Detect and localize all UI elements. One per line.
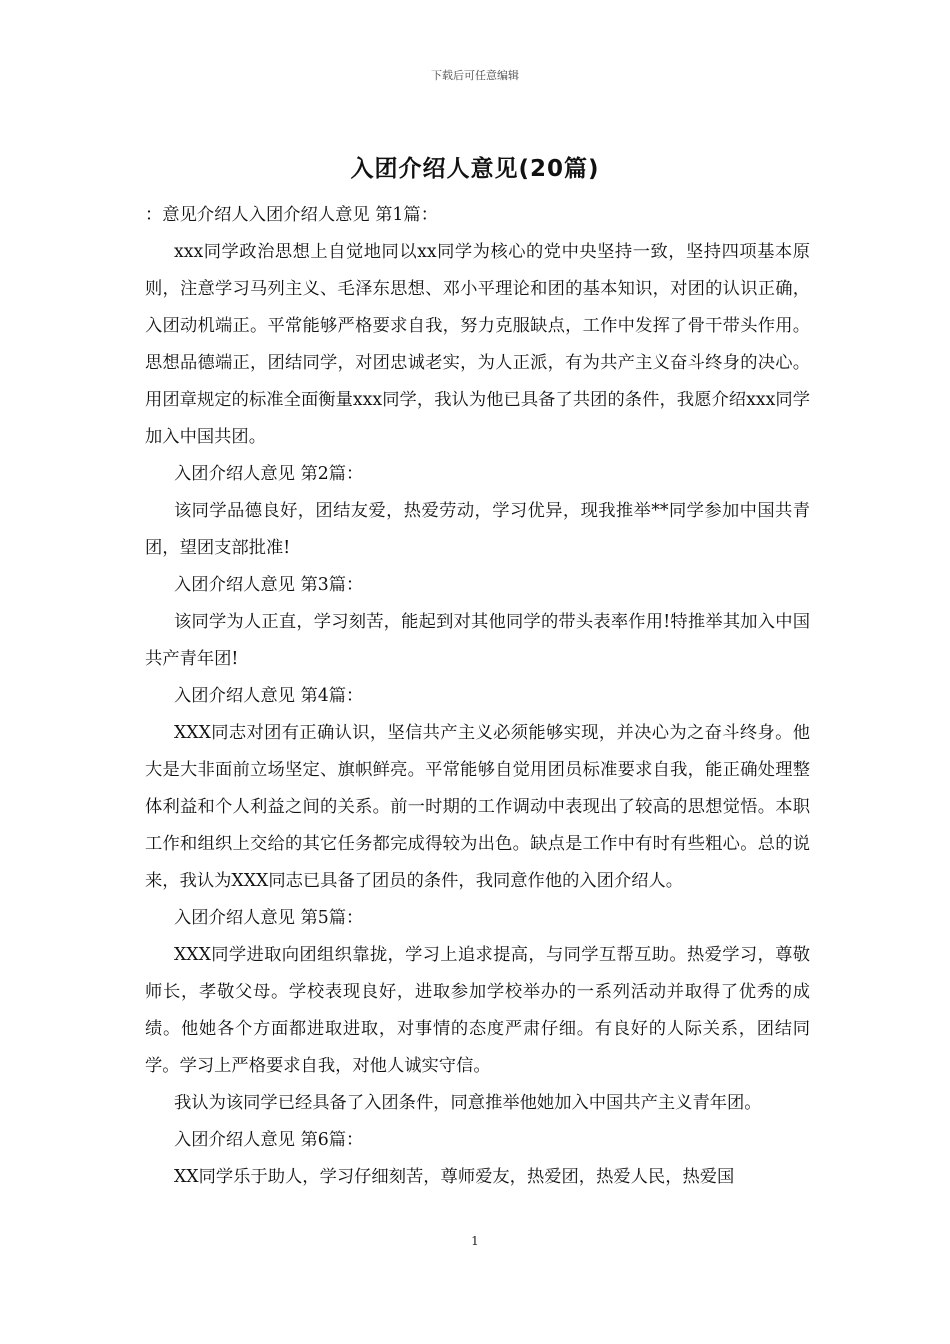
section-heading: 入团介绍人意见 第6篇： [174, 1130, 364, 1150]
paragraph: ：意见介绍人入团介绍人意见 第1篇： [145, 205, 438, 225]
paragraph: xxx同学政治思想上自觉地同以xx同学为核心的党中央坚持一致，坚持四项基本原则，注意学习马列主义、毛泽东思想、邓小平理论和团的基本知识，对团的认识正确，入团动机端正。平常能够严格要求自我，努力克服缺点，工作中发挥了骨干带头作用。思想品德端正，团结同学，对团忠诚老实，为人正派，有为共产主义奋斗终身的决心。用团章规定的标准全面衡量xxx同学，我认为他已具备了共团的条件，我愿介绍xxx同学加入中国共团。 [145, 242, 810, 447]
paragraph: 我认为该同学已经具备了入团条件，同意推举他她加入中国共产主义青年团。 [174, 1093, 762, 1113]
paragraph: 该同学为人正直，学习刻苦，能起到对其他同学的带头表率作用!特推举其加入中国共产青年团! [145, 612, 810, 669]
page-number: 1 [471, 1234, 479, 1248]
document-body [145, 197, 810, 1196]
section-heading: 入团介绍人意见 第3篇： [174, 575, 364, 595]
section-heading: 入团介绍人意见 第5篇： [174, 908, 364, 928]
paragraph: XXX同学进取向团组织靠拢，学习上追求提高，与同学互帮互助。热爱学习，尊敬师长，孝敬父母。学校表现良好，进取参加学校举办的一系列活动并取得了优秀的成绩。他她各个方面都进取进取，对事情的态度严肃仔细。有良好的人际关系，团结同学。学习上严格要求自我，对他人诚实守信。 [145, 945, 810, 1076]
paragraph: 该同学品德良好，团结友爱，热爱劳动，学习优异，现我推举**同学参加中国共青团，望团支部批准! [145, 501, 810, 558]
paragraph: XX同学乐于助人，学习仔细刻苦，尊师爱友，热爱团，热爱人民，热爱国 [174, 1167, 735, 1187]
section-heading: 入团介绍人意见 第2篇： [174, 464, 364, 484]
document-title: 入团介绍人意见(20篇) [350, 156, 600, 182]
paragraph: XXX同志对团有正确认识，坚信共产主义必须能够实现，并决心为之奋斗终身。他大是大非面前立场坚定、旗帜鲜亮。平常能够自觉用团员标准要求自我，能正确处理整体利益和个人利益之间的关系。前一时期的工作调动中表现出了较高的思想觉悟。本职工作和组织上交给的其它任务都完成得较为出色。缺点是工作中有时有些粗心。总的说来，我认为XXX同志已具备了团员的条件，我同意作他的入团介绍人。 [145, 723, 810, 891]
header-note: 下载后可任意编辑 [431, 69, 519, 82]
section-heading: 入团介绍人意见 第4篇： [174, 686, 364, 706]
